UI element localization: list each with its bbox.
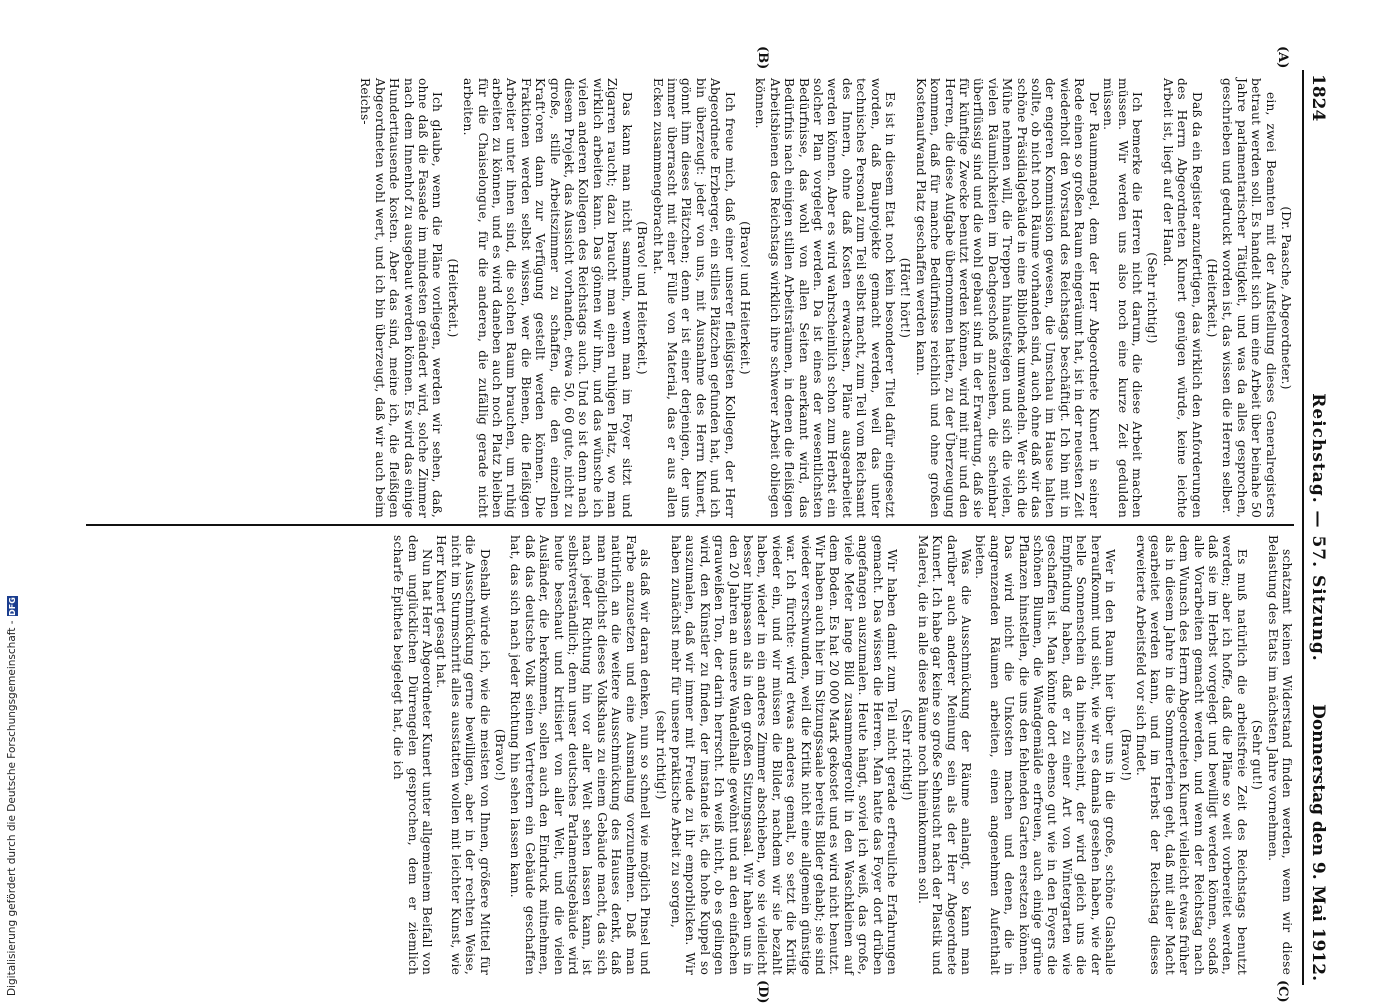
paragraph: Deshalb würde ich, wie die meisten von Ihnen, größere Mittel für die Ausschmückung gerne bewilligen, aber in der rechten Weise, nicht im Sturmschritt alles ausstatten wollen mit leichter Kunst, wie Herr Kunert gesagt hat. [434, 535, 492, 975]
interjection: (Bravo!) [1118, 728, 1133, 782]
left-column [358, 78, 1294, 518]
paragraph: Es muß natürlich die arbeitsfreie Zeit des Reichstags benutzt werden; aber ich hoffe, daß die Pläne so weit vorbereitet werden, daß sie im Herbst vorgelegt und bewilligt werden können, sodaß alle Vorarbeiten gemacht werden, und wenn der Reichstag nach dem Wunsch des Herrn Abgeordneten Kunert vielleicht etwas früher als in diesem Jahre in die Sommerferien geht, daß mit aller Macht gearbeitet werden kann, und im Herbst der Reichstag dieses erweiterte Arbeitsfeld vor sich findet. [1133, 535, 1249, 975]
page-number: 1824 [1308, 74, 1328, 122]
paragraph: Daß da ein Register anzufertigen, das wirklich den Anforderungen des Herrn Abgeordneten Kunert genügen würde, keine leichte Arbeit ist, liegt auf der Hand. [1160, 78, 1204, 518]
interjection: (Bravo!) [493, 728, 508, 782]
margin-mark-a: (A) [1275, 46, 1290, 69]
interjection: (sehr richtig!) [653, 710, 668, 800]
paragraph: Ich glaube, wenn die Pläne vorliegen, werden wir sehen, daß, ohne daß die Fassade im mindesten geändert wird, solche Zimmer nach dem Innenhof zu ausgebaut werden können. Es wird das einige Hunderttausende kosten. Aber das sind, meine ich, die fleißigen Abgeordneten wohl wert, und ich bin überzeugt, daß wir auch beim Reichs- [358, 78, 445, 518]
interjection: (Heiterkeit.) [445, 258, 460, 338]
page-title: Reichstag. — 57. Sitzung. [1308, 393, 1328, 662]
paragraph: als daß wir daran denken, nun so schnell wie möglich Pinsel und Farbe anzusetzen und eine Ausmalung vorzunehmen. Daß man natürlich an die weitere Ausschmückung des Hauses denkt, daß man möglichst dieses Volkshaus zu einem Gebäude macht, das sich nach jeder Richtung hin vor aller Welt sehen lassen kann, ist selbstverständlich; denn unser deutsches Parlamentsgebäude wird heute beschaut und kritisiert von aller Welt, und die vielen Ausländer, die herkommen, sollen auch den Eindruck mitnehmen, daß das deutsche Volk seinen Vertretern ein Gebäude geschaffen hat, das sich nach jeder Richtung hin sehen lassen kann. [508, 535, 653, 975]
paragraph: Der Raummangel, dem der Herr Abgeordnete Kunert in seiner Rede einen so großen Raum eingeräumt hat, ist in der neuesten Zeit wiederholt den Vorstand des Reichstags beschäftigt. Ich bin mit in der engeren Kommission gewesen, die Umschau im Hause halten sollte, ob nicht noch Räume vorhanden sind, auch ohne daß wir das schöne Präsidialgebäude in eine Bibliothek umwandeln. Wer sich die Mühe nehmen will, die Treppen hinaufsteigen und sich die vielen, vielen Räumlichkeiten im Dachgeschoß anzusehen, die scheinbar überflüssig sind und die wohl gebaut sind in der Erwartung, daß sie für künftige Zwecke benutzt werden können, wird mit mir und den Herren, die diese Aufgabe übernommen hatten, zu der Überzeugung kommen, daß für manche Bedürfnisse reichlich und ohne großen Kostenaufwand Platz geschaffen werden kann. [913, 78, 1101, 518]
right-column [391, 535, 1294, 975]
paragraph: Nun hat Herr Abgeordneter Kunert unter allgemeinem Beifall von dem unglücklichen Dürrengelen gesprochen, dem er ziemlich scharfe Epitheta beigelegt hat, die ich [391, 535, 435, 975]
document-page [80, 46, 1330, 1004]
session-date: Donnerstag den 9. Mai 1912. [1308, 704, 1328, 981]
margin-mark-d: (D) [755, 980, 770, 1004]
interjection: (Sehr richtig!) [900, 709, 915, 801]
paragraph: Wir haben damit zum Teil nicht gerade erfreuliche Erfahrungen gemacht. Das wissen die Herren. Man hatte das Foyer dort drüben angefangen auszumalen. Heute hängt, soviel ich weiß, das große, viele Meter lange Bild zusammengerollt in den Waschkleinen auf dem Boden. Es hat 20 000 Mark gekostet und es wird nicht benutzt. Wir haben auch hier im Sitzungssaale bereits Bilder gehabt; sie sind wieder verschwunden, weil die Kritik nicht eine allgemein günstige war. Ich fürchte: wird etwas anderes gemalt, so setzt die Kritik wieder ein, und wir müssen die Bilder, nachdem wir sie bezahlt haben, wieder in ein anderes Zimmer abschieben, wo sie vielleicht besser hinpassen als in den großen Sitzungssaal. Wir haben uns in den 20 Jahren an unsere Wandelhalle gewöhnt und an den einfachen grauweißen Ton, der darin herrscht. Ich weiß nicht, ob es gelingen wird, den Künstler zu finden, der imstande ist, die hohe Kuppel so auszumalen, daß wir immer mit Freude zu ihr emporblicken. Wir haben zunächst mehr für unsere praktische Arbeit zu sorgen, [668, 535, 900, 975]
margin-mark-c: (C) [1275, 980, 1290, 1003]
dfg-logo: DFG [7, 597, 17, 616]
paragraph: schatzamt keinen Widerstand finden werden, wenn wir diese Belastung des Etats im nächsten Jahre vornehmen. [1265, 535, 1294, 975]
paragraph: Ich freue mich, daß einer unserer fleißigsten Kollegen, der Herr Abgeordnete Erzberger, ein stilles Plätzchen gefunden hat, und ich bin überzeugt: jeder von uns, mit Ausnahme des Herrn Kunert, gönnt ihm dieses Plätzchen; denn er ist einer derjenigen, der uns immer überrascht mit einer Fülle von Material, das er aus allen Ecken zusammengebracht hat. [650, 78, 737, 518]
margin-mark-b: (B) [755, 46, 770, 70]
interjection: (Sehr gut!) [1250, 719, 1265, 791]
paragraph: Ich bemerke die Herren nicht darum, die diese Arbeit machen müssen. Wir werden uns also noch eine kurze Zeit gedulden müssen. [1101, 78, 1144, 518]
paragraph: Was die Ausschmückung der Räume anlangt, so kann man darüber auch anderer Meinung sein als der Herr Abgeordnete Kunert. Ich habe gar keine so große Sehnsucht nach der Plastik und Malerei, die in alle diese Räume noch hineinkommen soll. [915, 535, 974, 975]
column-divider [86, 524, 1294, 526]
paragraph: Wer in den Raum hier über uns in die große, schöne Glashalle heraufkommt und sieht, wie wir es damals gesehen haben, wie der helle Sonnenschein da hineinscheint, der wird gleich uns die Empfindung haben, daß er zu einer Art von Wintergarten wie geschaffen ist. Man könnte dort ebenso gut wie in den Foyers die schönen Blumen, die Wandgemälde erfreuen, auch einige grüne Pflanzen hinstellen, die uns den fehlenden Garten ersetzen können. Das wird nicht die Unkosten machen und denen, die in angrenzenden Räumen arbeiten, einen angenehmen Aufenthalt bieten. [973, 535, 1118, 975]
digitization-credit [6, 596, 18, 996]
paragraph: Das kann man nicht sammeln, wenn man im Foyer sitzt und Zigarren raucht; dazu braucht man einen ruhigen Platz, wo man wirklich arbeiten kann. Das gönnen wir ihm, und das wünsche ich vielen anderen Kollegen des Reichstags auch. Und so ist denn nach diesem Projekt, das Aussicht vorhanden, etwa 50, 60 gute, nicht zu große, stille Arbeitszimmer zu schaffen, die den einzelnen Kraft'oren dann zur Verfügung gestellt werden können. Die Fraktionen werden selbst wissen, wer die Bienen, die fleißigen Arbeiter unter ihnen sind, die solchen Raum brauchen, um ruhig arbeiten zu können, und es wird daneben auch noch Platz bleiben für die Chaiselongue, für die anderen, die zufällig gerade nicht arbeiten. [461, 78, 634, 518]
interjection: (Bravo! und Heiterkeit.) [635, 221, 650, 375]
paragraph: Es ist in diesem Etat noch kein besonderer Titel dafür eingesetzt worden, daß Bauprojekte gemacht werden, weil das unter technisches Personal zum Teil selbst macht, zum Teil vom Reichsamt des Innern, ohne daß Kosten erwachsen, Pläne ausgearbeitet werden können. Aber es wird wahrscheinlich schon zum Herbst ein solcher Plan vorgelegt werden. Da ist eines der wesentlichsten Bedürfnisse, das wohl von allen Seiten anerkannt wird, das Bedürfnis nach einigen stillen Arbeitsräumen, in denen die fleißigen Arbeitsbienen des Reichstags wirklich ihre schwerer Arbeit obliegen können. [753, 78, 898, 518]
interjection: (Bravo! und Heiterkeit.) [737, 221, 752, 375]
paragraph: ein, zwei Beamten mit der Aufstellung dieses Generalregisters betraut werden soll. Es handelt sich um eine Arbeit über beinahe 50 Jahre parlamentarischer Tätigkeit, und was da alles gesprochen, geschrieben und gedruckt worden ist, das wissen die Herren selber. [1220, 78, 1278, 518]
interjection: (Hört! hört!) [898, 257, 913, 339]
interjection: (Sehr richtig!) [1145, 252, 1160, 344]
interjection: (Heiterkeit.) [1204, 258, 1219, 338]
credit-text: Digitalisierung gefördert durch die Deutsche Forschungsgemeinschaft - [6, 620, 18, 996]
page-header [1302, 70, 1330, 985]
interjection: (Dr. Paasche, Abgeordneter.) [1279, 206, 1293, 390]
